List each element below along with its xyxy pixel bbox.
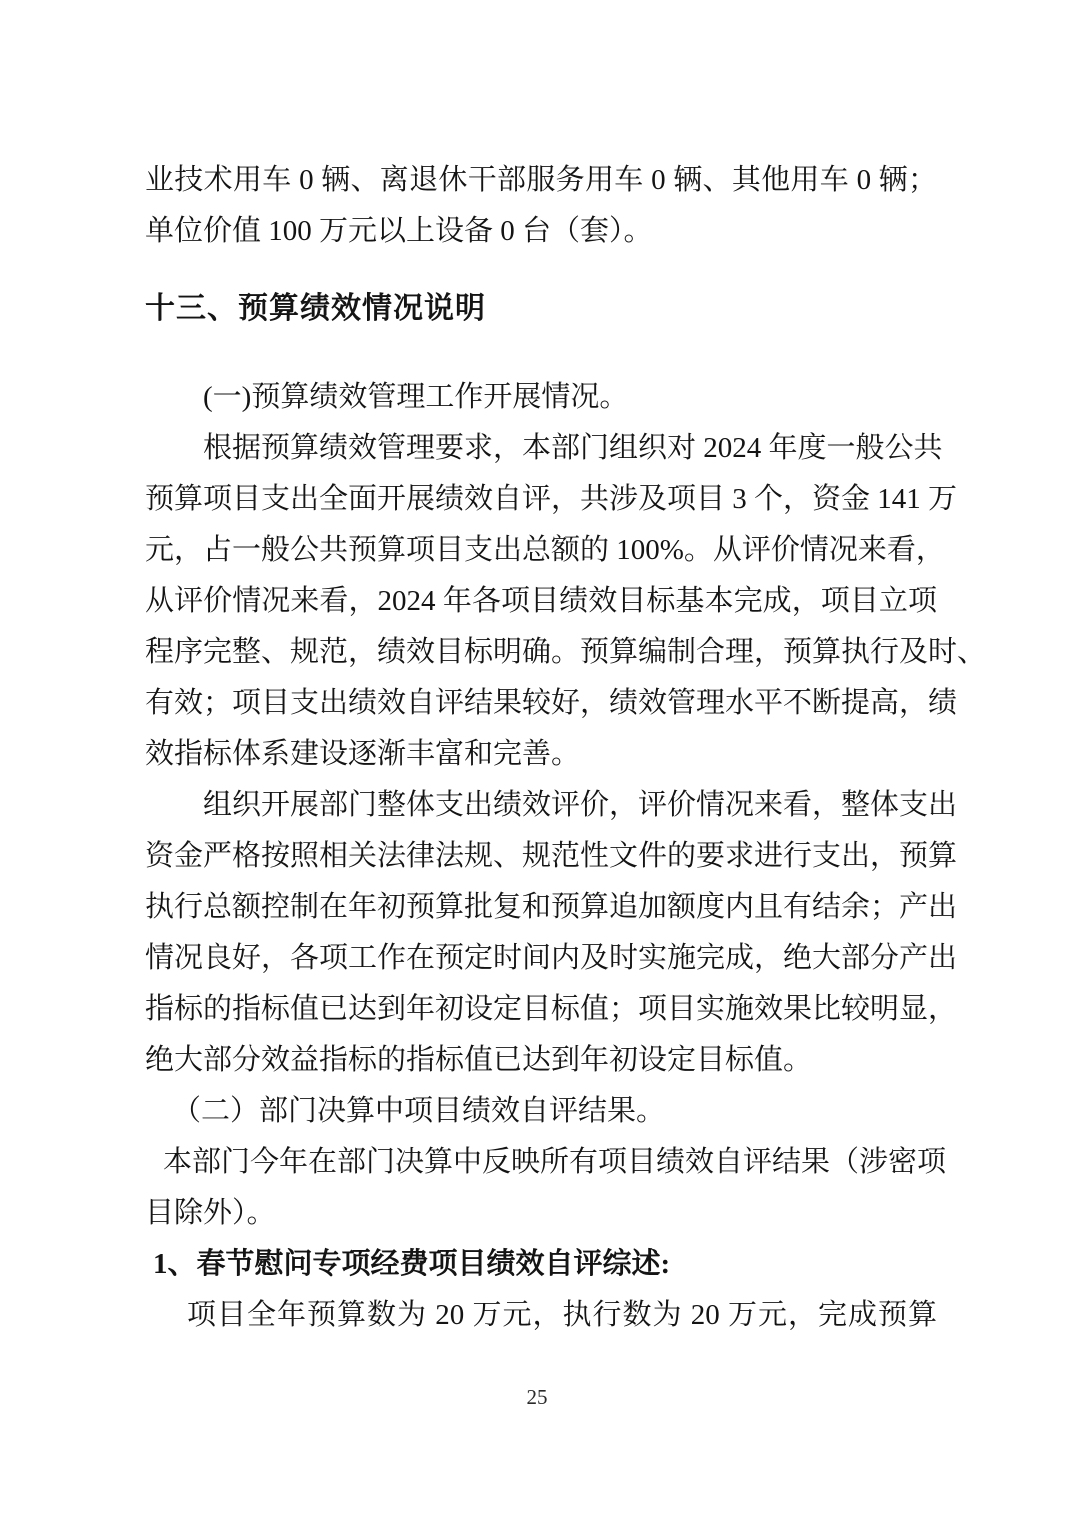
text-line: 元，占一般公共预算项目支出总额的 100%。从评价情况来看，	[145, 534, 945, 566]
text-line: 效指标体系建设逐渐丰富和完善。	[145, 738, 581, 770]
text-line: 资金严格按照相关法律法规、规范性文件的要求进行支出，预算	[145, 840, 958, 872]
text-line: 指标的指标值已达到年初设定目标值；项目实施效果比较明显，	[145, 993, 958, 1025]
text-line: 情况良好，各项工作在预定时间内及时实施完成，绝大部分产出	[145, 942, 958, 974]
document-body	[145, 155, 987, 1341]
text-line: 预算项目支出全面开展绩效自评，共涉及项目 3 个，资金 141 万	[145, 483, 958, 515]
text-line: 执行总额控制在年初预算批复和预算追加额度内且有结余；产出	[145, 891, 958, 923]
text-line: 目除外）。	[145, 1197, 276, 1229]
item-heading: 1、春节慰问专项经费项目绩效自评综述:	[153, 1248, 671, 1280]
text-line: 组织开展部门整体支出绩效评价，评价情况来看，整体支出	[203, 789, 958, 821]
text-line: 业技术用车 0 辆、离退休干部服务用车 0 辆、其他用车 0 辆；	[145, 164, 937, 196]
text-line: 程序完整、规范，绩效目标明确。预算编制合理，预算执行及时、	[145, 636, 987, 668]
text-line: 根据预算绩效管理要求，本部门组织对 2024 年度一般公共	[203, 432, 943, 464]
text-line: 有效；项目支出绩效自评结果较好，绩效管理水平不断提高，绩	[145, 687, 958, 719]
text-line: (一)预算绩效管理工作开展情况。	[203, 381, 629, 413]
text-line: 本部门今年在部门决算中反映所有项目绩效自评结果（涉密项	[163, 1146, 947, 1178]
text-line: 项目全年预算数为 20 万元，执行数为 20 万元，完成预算	[187, 1299, 937, 1331]
page-number: 25	[526, 1385, 548, 1409]
text-line: （二）部门决算中项目绩效自评结果。	[172, 1095, 666, 1127]
text-line: 绝大部分效益指标的指标值已达到年初设定目标值。	[145, 1044, 813, 1076]
section-heading: 十三、预算绩效情况说明	[145, 292, 486, 325]
text-line: 从评价情况来看，2024 年各项目绩效目标基本完成，项目立项	[145, 585, 937, 617]
text-line: 单位价值 100 万元以上设备 0 台（套）。	[145, 215, 653, 247]
